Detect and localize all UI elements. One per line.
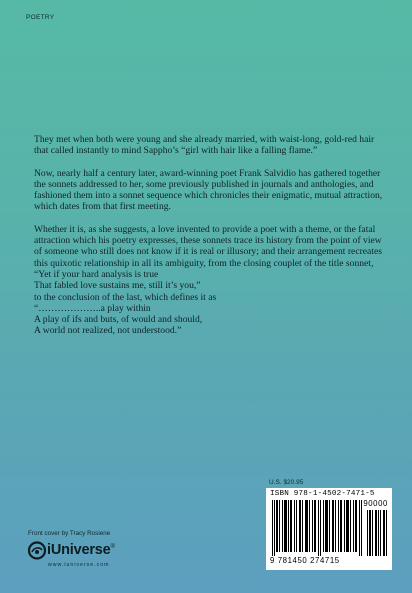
quote-2-line-1: “………………..a play within <box>34 302 151 314</box>
blurb-paragraph-1: They met when both were young and she already married, with waist-long, gold-red hair that called instantly to mind Sappho’s “girl with hair like a falling flame.” <box>34 134 375 157</box>
quote-1-line-1: “Yet if your hard analysis is true <box>34 268 159 280</box>
publisher-name-text: iUniverse <box>47 542 111 558</box>
back-cover-blurb <box>34 134 386 337</box>
isbn-barcode <box>266 488 392 570</box>
publisher-swirl-icon <box>28 541 46 560</box>
bridge-line: to the conclusion of the last, which defines it as <box>34 291 217 303</box>
publisher-trademark: ® <box>110 544 115 551</box>
isbn-label: ISBN 978-1-4502-7471-5 <box>270 490 375 498</box>
price-label: U.S. $20.95 <box>269 479 304 486</box>
blurb-paragraph-3-intro: Whether it is, as she suggests, a love invented to provide a poet with a theme, or the fatal attraction which his poetry expresses, these sonnets trace its history from the point of view of someone who still does not know if it is real or illusory; and their arrangement recreates this quixotic relationship in all its ambiguity, from the closing couplet of the title sonnet, <box>34 223 382 269</box>
quote-2-line-3: A world not realized, not understood.” <box>34 325 182 337</box>
barcode-addon-digits: 90000 <box>363 499 388 508</box>
publisher-name <box>47 542 115 558</box>
barcode-bars <box>272 500 388 558</box>
blurb-paragraph-3 <box>34 224 386 337</box>
cover-credit: Front cover by Tracy Rosiene <box>28 530 111 537</box>
category-label: POETRY <box>26 14 55 21</box>
barcode-main-digits: 9 781450 274715 <box>270 556 340 565</box>
quote-2-line-2: A play of ifs and buts, of would and should, <box>34 314 203 326</box>
blurb-paragraph-2: Now, nearly half a century later, award-winning poet Frank Salvidio has gathered together the sonnets addressed to her, some previously published in journals and anthologies, and fashioned them into a sonnet sequence which chronicles their enigmatic, mutual attraction, which dates from that first meeting. <box>34 167 383 213</box>
quote-1-line-2: That fabled love sustains me, still it’s you,” <box>34 280 201 292</box>
publisher-url: www.iuniverse.com <box>48 562 110 568</box>
